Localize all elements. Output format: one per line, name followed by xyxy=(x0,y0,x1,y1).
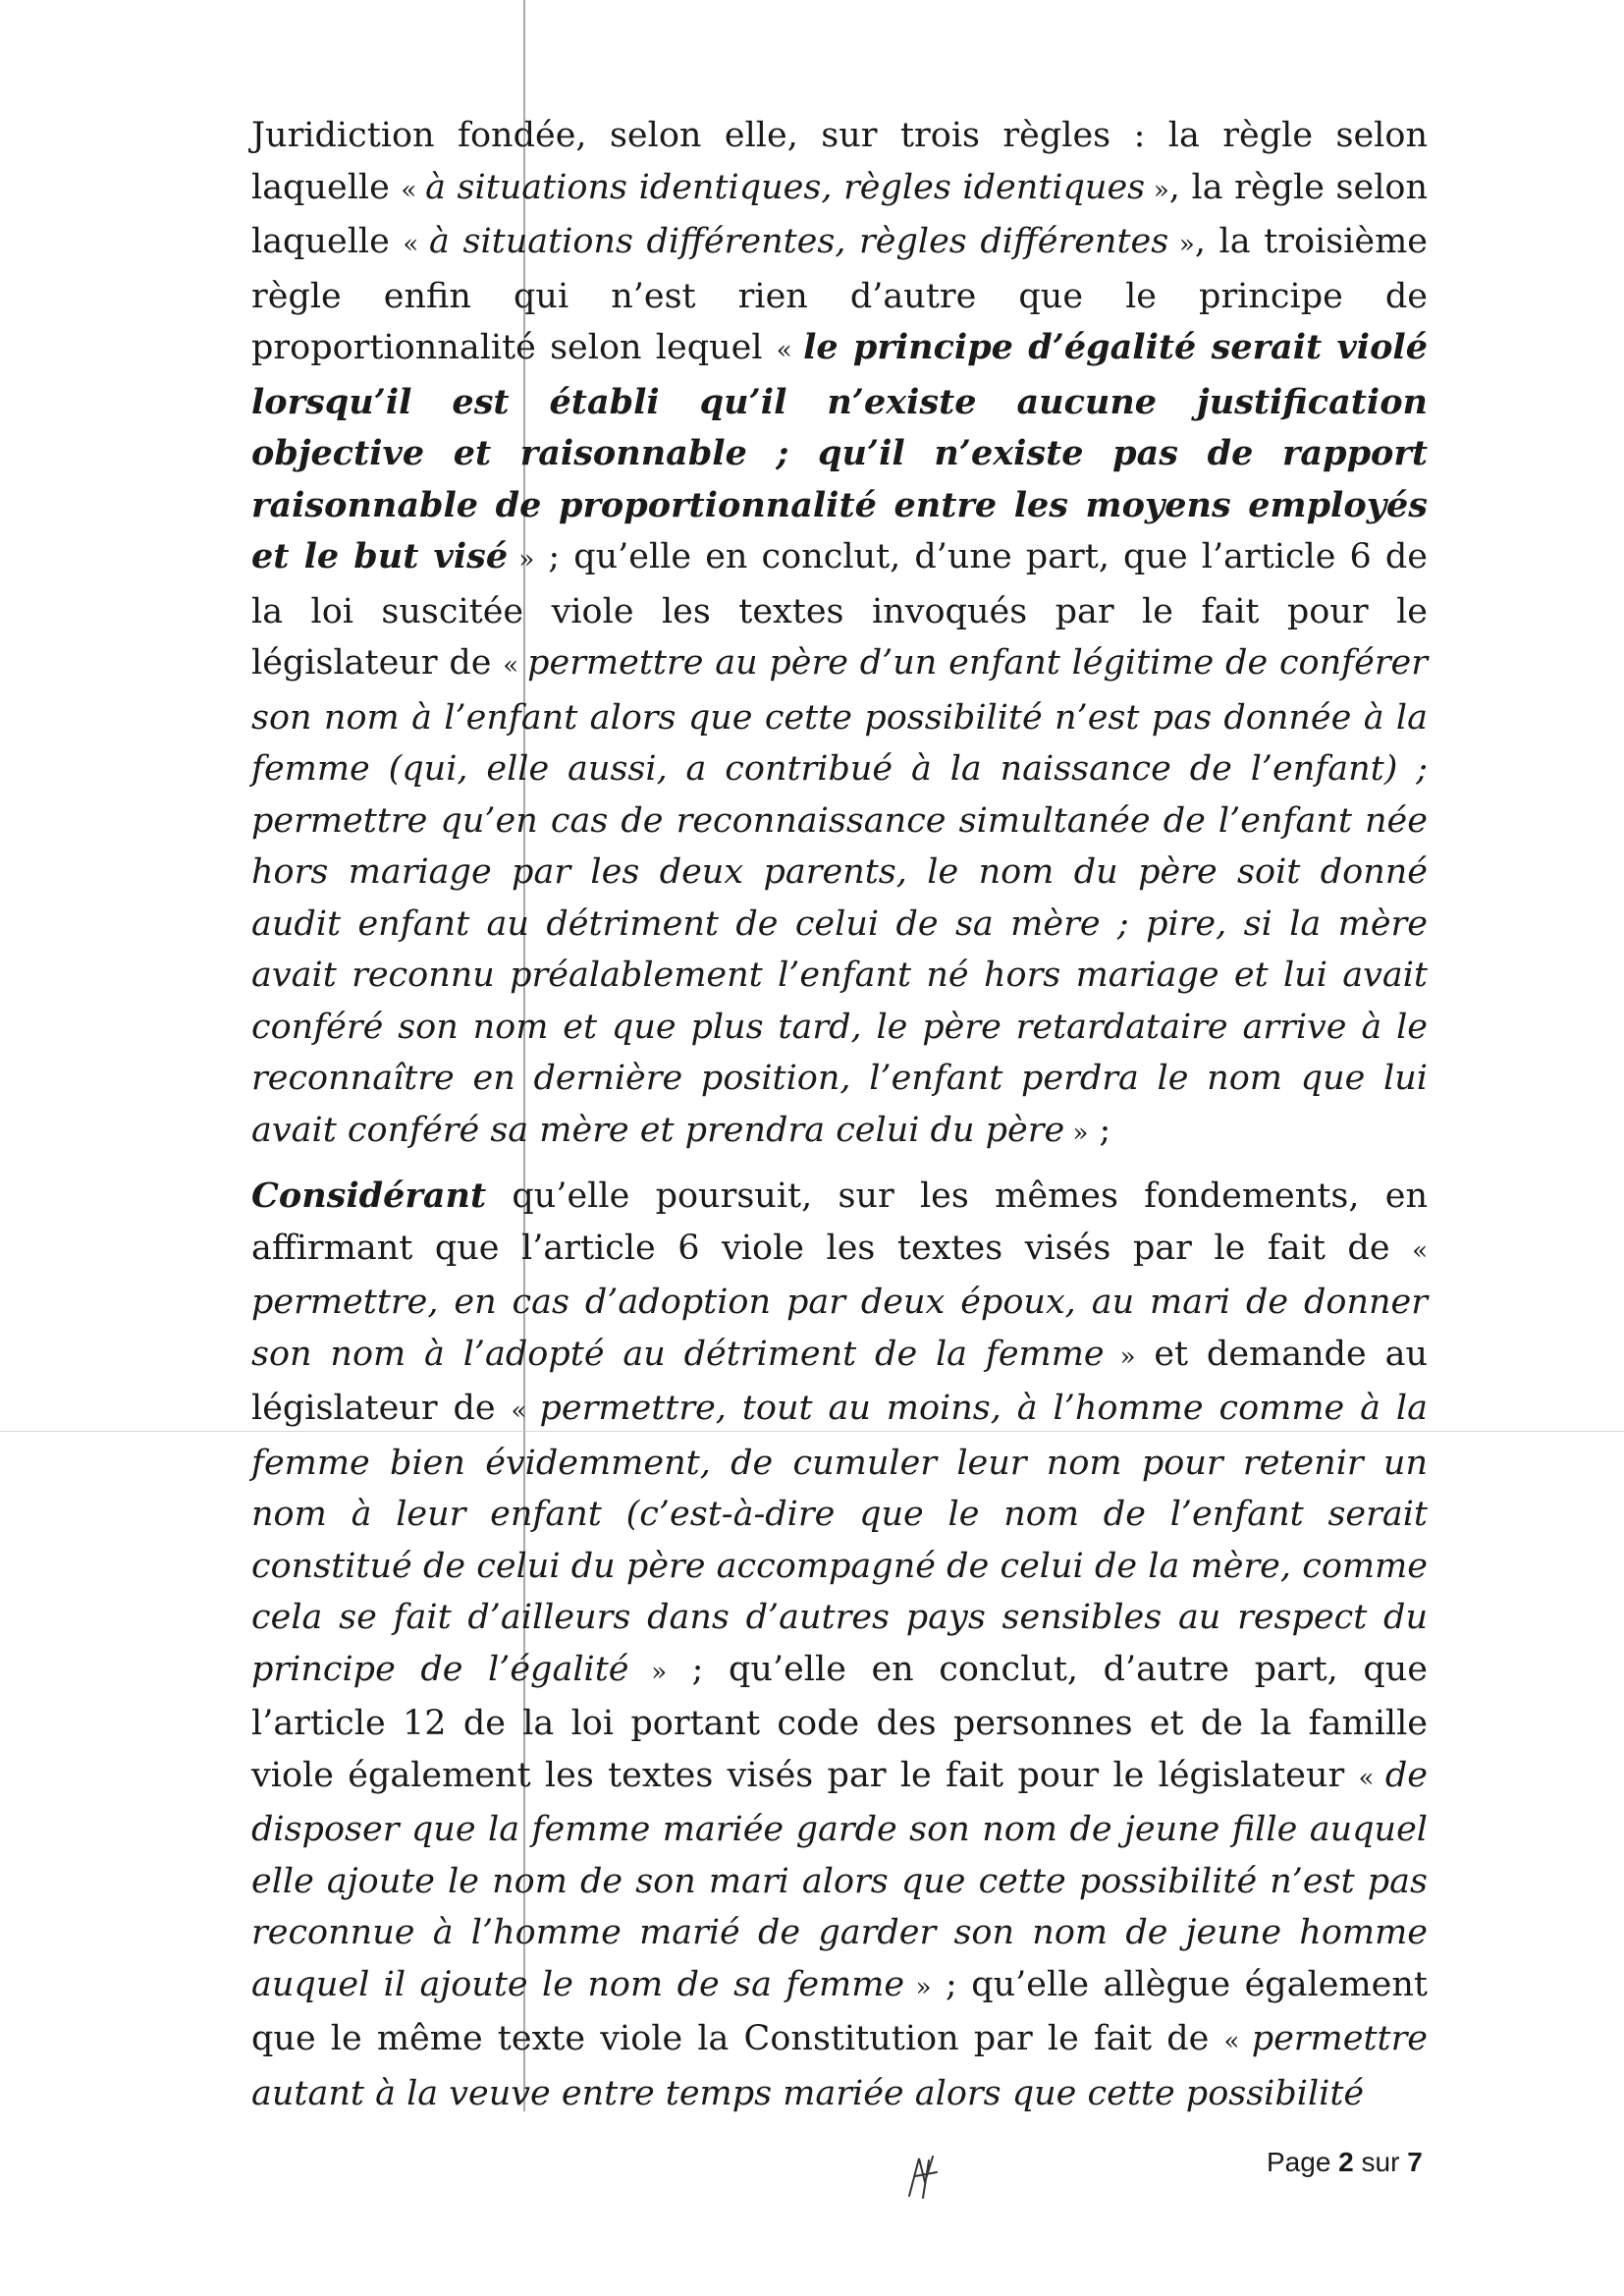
handwritten-initials-icon xyxy=(903,2153,943,2202)
page-number xyxy=(1267,2147,1423,2178)
document-body xyxy=(251,110,1428,2119)
text-run: ; qu’elle en conclut, d’autre part, que l’article 12 de la loi portant code des personnes et de la famille viole également les textes visés par le fait pour le législateur xyxy=(251,1649,1429,1795)
paragraph-2 xyxy=(251,1171,1428,2119)
guillemet-open: « xyxy=(1223,2027,1252,2056)
guillemet-open: « xyxy=(503,651,528,681)
quote-situations-identiques: à situations identiques, règles identiques xyxy=(425,167,1146,207)
text-run: , la règle selon laquelle xyxy=(251,167,1429,261)
quote-article-12: de disposer que la femme mariée garde son nom de jeune fille auquel elle ajoute le nom de son mari alors que cette possibilité n’est pas reconnue à l’homme marié de garder son nom de jeune homme auquel il ajoute le nom de sa femme xyxy=(251,1755,1428,2004)
guillemet-close: » xyxy=(1145,175,1169,205)
considerant-heading: Considérant xyxy=(251,1175,487,1216)
guillemet-close: » xyxy=(628,1657,668,1687)
text-run: et demande au législateur de xyxy=(251,1334,1428,1428)
text-run: , la troisième règle enfin qui n’est rien d’autre que le principe de proportionnalité selon lequel xyxy=(251,222,1428,367)
quote-cumul-nom: permettre, tout au moins, à l’homme comme à la femme bien évidemment, de cumuler leur nom pour retenir un nom à leur enfant (c’est-à-dire que le nom de l’enfant serait constitué de celui du père accompagné de celui de la mère, comme cela se fait d’ailleurs dans d’autres pays sensibles au respect du principe de l’égalité xyxy=(251,1389,1428,1689)
guillemet-open: « xyxy=(776,336,804,365)
guillemet-open: « xyxy=(511,1396,540,1426)
page-total: 7 xyxy=(1407,2147,1423,2177)
quote-adoption: permettre, en cas d’adoption par deux époux, au mari de donner son nom à l’adopté au détriment de la femme xyxy=(251,1283,1428,1374)
quote-veuve: permettre autant à la veuve entre temps mariée alors que cette possibilité xyxy=(251,2019,1429,2113)
guillemet-open: « xyxy=(401,175,426,205)
page-prefix: Page xyxy=(1267,2147,1339,2177)
guillemet-close: » xyxy=(1104,1341,1136,1372)
page-middle: sur xyxy=(1353,2147,1408,2177)
text-run: ; qu’elle allègue également que le même texte viole la Constitution par le fait de xyxy=(251,1964,1428,2058)
quote-article-6: permettre au père d’un enfant légitime de conférer son nom à l’enfant alors que cette possibilité n’est pas donnée à la femme (qui, elle aussi, a contribué à la naissance de l’enfant) ; permettre qu’en cas de reconnaissance simultanée de l’enfant née hors mariage par les deux parents, le nom du père soit donné audit enfant au détriment de celui de sa mère ; pire, si la mère avait reconnu préalablement l’enfant né hors mariage et lui avait conféré son nom et que plus tard, le père retardataire arrive à le reconnaître en dernière position, l’enfant perdra le nom que lui avait conféré sa mère et prendra celui du père xyxy=(251,643,1428,1150)
guillemet-close: » xyxy=(508,545,535,574)
quote-principe-egalite: le principe d’égalité serait violé lorsqu’il est établi qu’il n’existe aucune justification objective et raisonnable ; qu’il n’existe pas de rapport raisonnable de proportionnalité entre les moyens employés et le but visé xyxy=(251,327,1428,576)
guillemet-open: « xyxy=(403,230,430,259)
paragraph-1 xyxy=(251,110,1428,1159)
guillemet-close: » xyxy=(1064,1118,1089,1148)
quote-situations-differentes: à situations différentes, règles différentes xyxy=(429,222,1169,261)
page-current: 2 xyxy=(1338,2147,1354,2177)
text-run: qu’elle poursuit, sur les mêmes fondements, en affirmant que l’article 6 viole les textes visés par le fait de xyxy=(251,1176,1428,1268)
guillemet-close: » xyxy=(1168,230,1195,259)
text-run: ; xyxy=(1088,1110,1111,1150)
guillemet-open: « xyxy=(1358,1763,1385,1793)
guillemet-close: » xyxy=(904,1972,932,2002)
text-run: Juridiction fondée, selon elle, sur trois règles : la règle selon laquelle xyxy=(251,116,1428,207)
guillemet-open: « xyxy=(1412,1235,1428,1266)
text-run: ; qu’elle en conclut, d’une part, que l’article 6 de la loi suscitée viole les textes invoqués par le fait pour le législateur de xyxy=(251,537,1429,683)
